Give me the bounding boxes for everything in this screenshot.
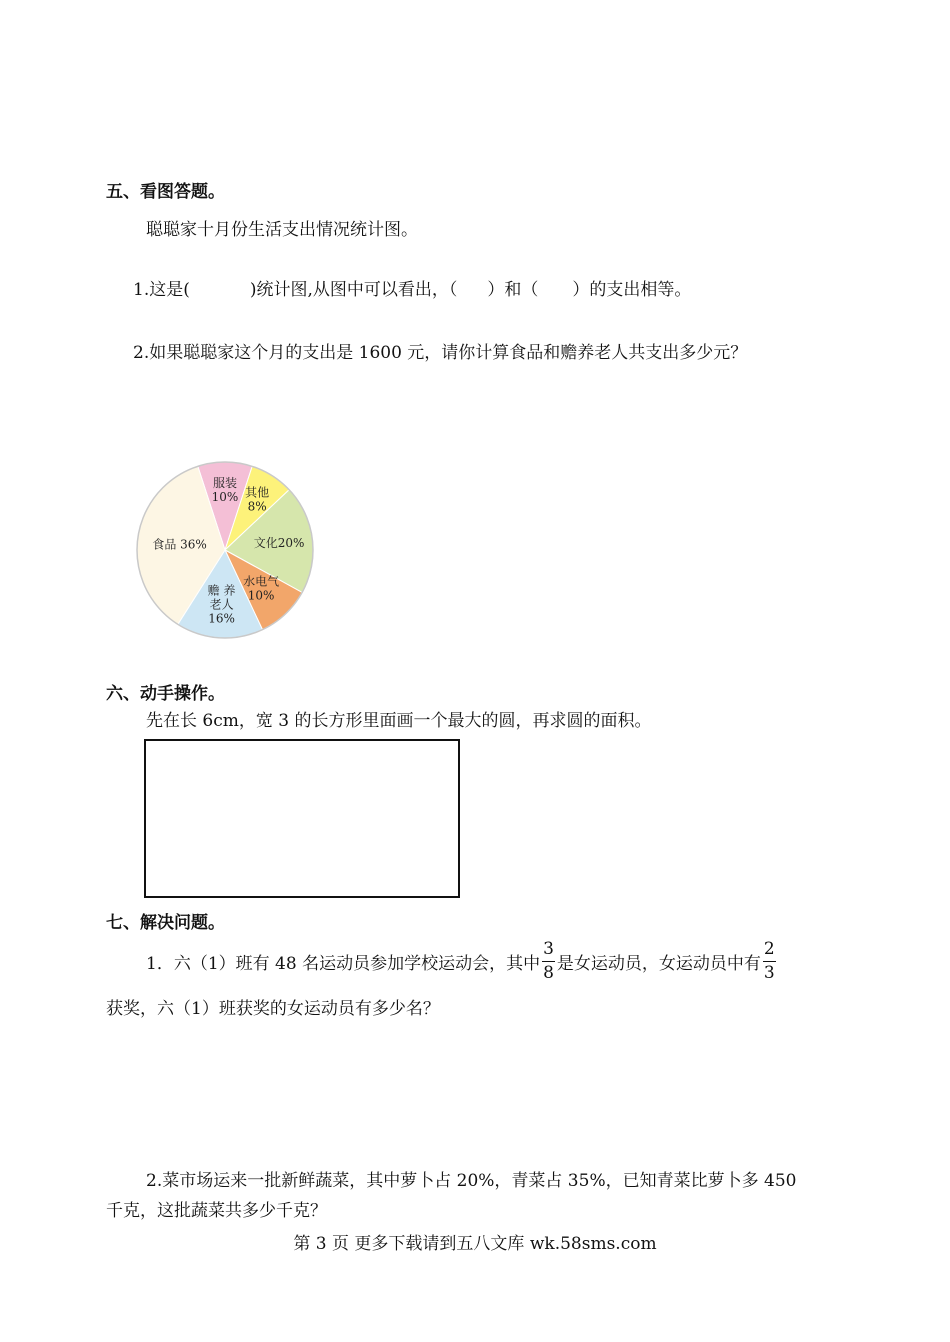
pie-label-line: 文化20% [253, 536, 305, 551]
pie-label-line: 赡 养 [207, 583, 236, 598]
q1-part-d: ）的支出相等。 [572, 280, 692, 300]
q7-1-text-b: 是女运动员，女运动员中有 [556, 953, 761, 974]
q7-1-text-a: 1．六（1）班有 48 名运动员参加学校运动会，其中 [146, 953, 541, 974]
q1-part-c: ）和（ [487, 280, 539, 300]
pie-label-line: 10% [211, 490, 239, 505]
fraction-denominator: 3 [763, 962, 775, 983]
pie-label-line: 其他 [245, 485, 270, 500]
pie-label-line: 服装 [212, 476, 238, 491]
fraction-denominator: 8 [543, 962, 554, 983]
section5-heading: 五、看图答题。 [106, 182, 225, 202]
expense-pie-chart [130, 455, 320, 645]
pie-label-line: 10% [247, 588, 275, 603]
q1-part-a: 1.这是( [133, 280, 190, 300]
page-footer: 第 3 页 更多下载请到五八文库 wk.58sms.com [293, 1234, 657, 1254]
pie-label-line: 16% [208, 611, 235, 626]
pie-label-line: 8% [247, 499, 267, 514]
pie-label-line: 水电气 [243, 574, 280, 589]
section6-heading: 六、动手操作。 [106, 684, 225, 704]
section6-text: 先在长 6cm，宽 3 的长方形里面画一个最大的圆，再求圆的面积。 [146, 711, 652, 731]
question-5-2: 2.如果聪聪家这个月的支出是 1600 元，请你计算食品和赡养老人共支出多少元？ [133, 343, 748, 363]
q1-part-b: )统计图,从图中可以看出，（ [249, 280, 458, 300]
fraction-three-eighths [542, 938, 555, 983]
pie-label-line: 老人 [209, 597, 234, 612]
pie-label-4 [208, 583, 236, 626]
fraction-numerator: 3 [542, 941, 555, 962]
pie-label-1 [245, 485, 269, 514]
pie-label-0 [212, 475, 239, 504]
question-7-2-line2: 千克，这批蔬菜共多少千克？ [106, 1201, 327, 1221]
drawing-rectangle[interactable] [144, 739, 460, 898]
question-7-1-line1 [146, 936, 778, 986]
question-5-1 [133, 275, 691, 300]
pie-label-5 [152, 537, 207, 551]
question-7-1-line2: 获奖，六（1）班获奖的女运动员有多少名？ [106, 999, 440, 1019]
section5-intro: 聪聪家十月份生活支出情况统计图。 [146, 220, 418, 240]
fraction-two-thirds [763, 938, 776, 983]
question-7-2-line1: 2.菜市场运来一批新鲜蔬菜，其中萝卜占 20%，青菜占 35%，已知青菜比萝卜多 450 [146, 1171, 797, 1191]
fraction-numerator: 2 [763, 941, 776, 962]
pie-label-2 [254, 536, 305, 550]
pie-label-line: 食品 36% [152, 537, 207, 552]
section7-heading: 七、解决问题。 [106, 913, 225, 933]
pie-label-3 [243, 574, 279, 603]
